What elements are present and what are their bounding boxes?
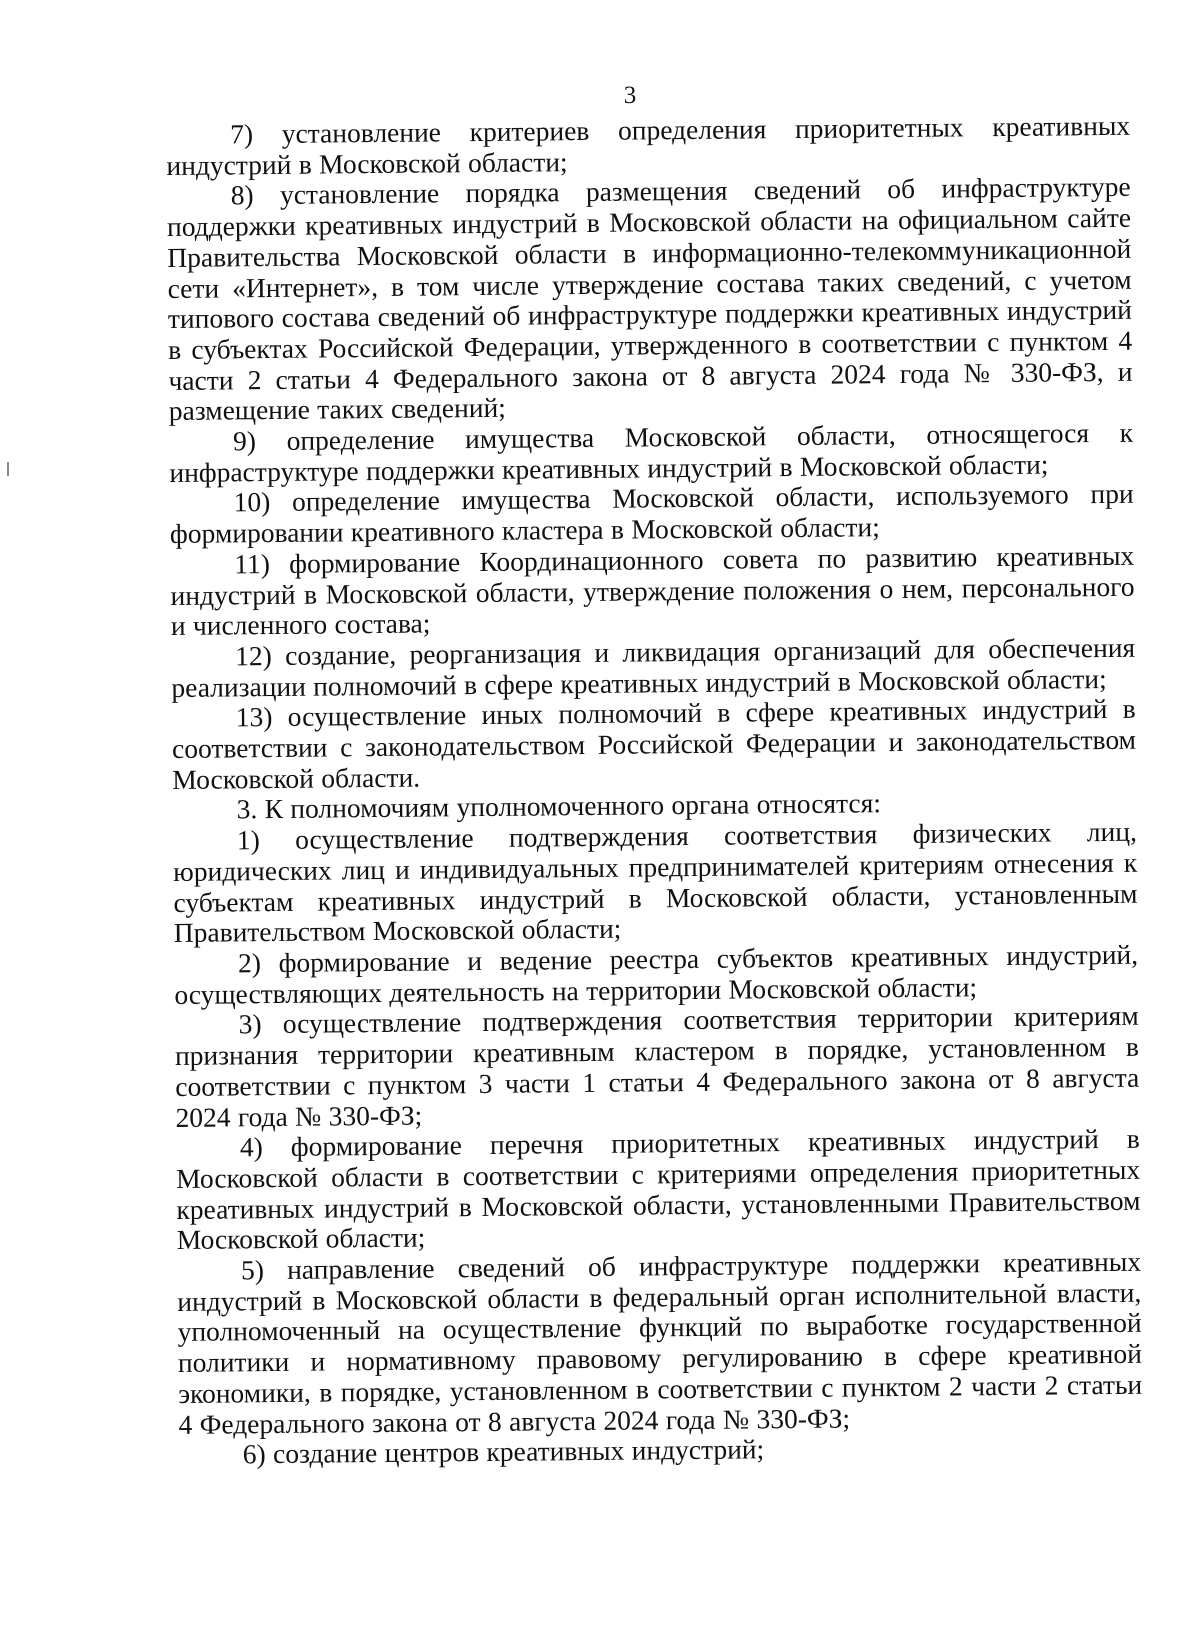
paragraph-item-3-1: 1) осуществление подтверждения соответствия физических лиц, юридических лиц и индивидуальных предпринимателей критериям отнесения к субъектам креативных индустрий в Московской области, установленным Правительством Московской области; [173,815,1138,949]
paragraph-item-11: 11) формирование Координационного совета по развитию креативных индустрий в Московской области, утверждение положения о нем, персонального и численного состава; [170,539,1135,642]
paragraph-item-8: 8) установление порядка размещения сведений об инфраструктуре поддержки креативных индустрий в Московской области на официальном сайте Правительства Московской области в информационно-телекоммуникационной сети «Интернет», в том числе утверждение состава таких сведений, с учетом типового состава сведений об инфраструктуре поддержки креативных индустрий в субъектах Российской Федерации, утвержденного в соответствии с пунктом 4 части 2 статьи 4 Федерального закона от 8 августа 2024 года № 330-ФЗ, и размещение таких сведений; [166,171,1133,427]
paragraph-item-10: 10) определение имущества Московской области, используемого при формировании креативного кластера в Московской области; [169,478,1134,550]
document-body [166,111,1143,1471]
paragraph-item-3-5: 5) направление сведений об инфраструктуре поддержки креативных индустрий в Московской области в федеральный орган исполнительной власти, уполномоченный на осуществление функций по выработке государственной политики и нормативному правовому регулированию в сфере креативной экономики, в порядке, установленном в соответствии с пунктом 2 части 2 статьи 4 Федерального закона от 8 августа 2024 года № 330-ФЗ; [177,1245,1143,1440]
page-number: 3 [623,82,637,109]
paragraph-item-12: 12) создание, реорганизация и ликвидация организаций для обеспечения реализации полномочий в сфере креативных индустрий в Московской области; [171,631,1136,703]
paragraph-item-9: 9) определение имущества Московской области, относящегося к инфраструктуре поддержки креативных индустрий в Московской области; [169,416,1134,488]
paragraph-item-3-4: 4) формирование перечня приоритетных креативных индустрий в Московской области в соответствии с критериями определения приоритетных креативных индустрий в Московской области, установленными Правительством Московской области; [176,1122,1141,1256]
paragraph-item-7: 7) установление критериев определения приоритетных креативных индустрий в Московской области; [166,109,1131,181]
scan-mark [7,462,9,476]
paragraph-item-3-2: 2) формирование и ведение реестра субъектов креативных индустрий, осуществляющих деятельность на территории Московской области; [174,938,1139,1010]
paragraph-item-3-3: 3) осуществление подтверждения соответствия территории критериям признания территории креативным кластером в порядке, установленном в соответствии с пунктом 3 части 1 статьи 4 Федерального закона от 8 августа 2024 года № 330-ФЗ; [174,1000,1140,1133]
paragraph-item-13: 13) осуществление иных полномочий в сфере креативных индустрий в соответствии с законодательством Российской Федерации и законодательством Московской области. [171,693,1137,795]
section-3-heading: 3. К полномочиям уполномоченного органа относятся: [236,787,882,825]
paragraph-item-3-6: 6) создание центров креативных индустрий; [242,1433,765,1470]
